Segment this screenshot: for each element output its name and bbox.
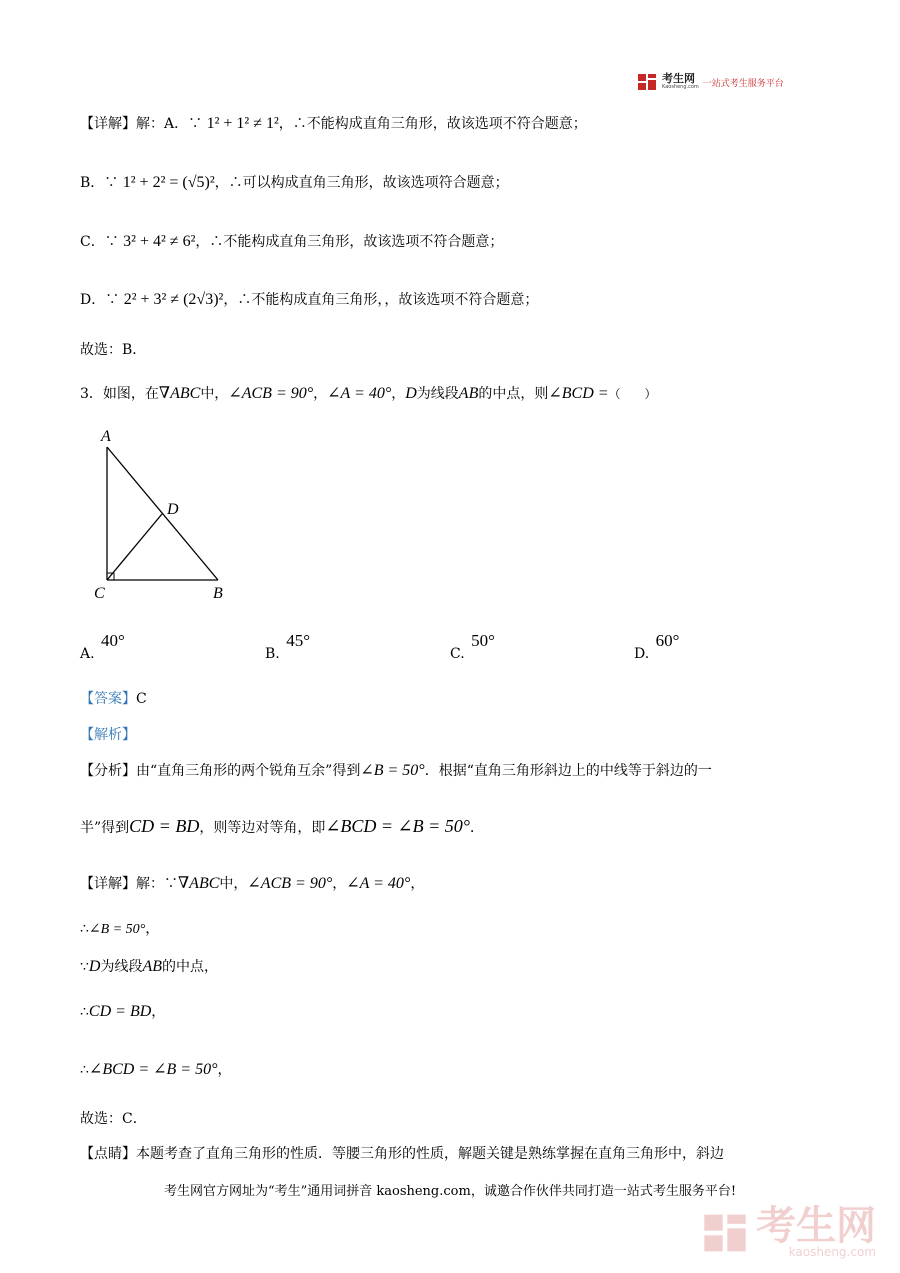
detail-triangle: ∇ABC xyxy=(178,875,220,892)
step-1-end: ， xyxy=(145,921,160,937)
label-b: B xyxy=(213,585,223,602)
label-c: C xyxy=(94,585,105,602)
analysis-label: 【解析】 xyxy=(80,727,136,743)
detail-math-2: ∠A = 40° xyxy=(346,875,411,892)
question-paren: （ ） xyxy=(608,387,657,401)
step-2 xyxy=(80,956,218,976)
question-3 xyxy=(80,383,657,403)
watermark xyxy=(702,1203,876,1259)
fenxi-line-1 xyxy=(80,760,712,780)
step-3-math: CD = BD xyxy=(88,1003,152,1020)
step-2-d: D xyxy=(88,958,101,975)
answer-choose: 故选：C． xyxy=(80,1111,147,1127)
option-value: 40° xyxy=(101,631,125,650)
step-4-end: ， xyxy=(217,1062,232,1078)
lineC-math: 3² + 4² ≠ 6² xyxy=(123,233,196,250)
prev-detail-lineD xyxy=(80,289,538,309)
dianjing-label: 【点睛】 xyxy=(80,1146,136,1162)
fenxi-label: 【分析】 xyxy=(80,763,136,779)
option-letter: A. xyxy=(80,646,95,662)
option-letter: D. xyxy=(634,646,650,662)
header-logo xyxy=(636,72,784,92)
step-1-math: ∠B = 50° xyxy=(88,922,146,937)
question-ab: AB xyxy=(458,385,479,402)
prev-detail-lineB xyxy=(80,172,509,192)
lineB-math: 1² + 2² = (√5)² xyxy=(122,174,215,191)
fenxi-math-3: ∠BCD = ∠B = 50° xyxy=(325,816,470,836)
fenxi-text-1b: ．根据“直角三角形斜边上的中线等于斜边的一 xyxy=(424,763,712,779)
prev-choose: 故选：B． xyxy=(80,342,147,358)
watermark-subtext: kaosheng.com xyxy=(788,1245,876,1259)
detail-label: 【详解】 xyxy=(80,116,136,132)
lineD-text: ，∴不能构成直角三角形，，故该选项不符合题意； xyxy=(223,292,539,308)
jie-text: 解： xyxy=(136,116,164,132)
question-ask: ∠BCD = xyxy=(548,385,609,402)
question-cond2: ∠A = 40° xyxy=(327,385,392,402)
option-d[interactable] xyxy=(634,631,680,663)
detail-line-1 xyxy=(80,873,424,893)
lineA-prefix: A．∵ xyxy=(164,116,203,132)
fenxi-math-2: CD = BD xyxy=(129,816,200,836)
step-2-ab: AB xyxy=(142,958,163,975)
lineD-prefix: D．∵ xyxy=(80,292,120,308)
step-2-text: 为线段 xyxy=(100,959,143,975)
dianjing-text: 本题考查了直角三角形的性质．等腰三角形的性质，解题关键是熟练掌握在直角三角形中，斜边 xyxy=(136,1146,724,1162)
fenxi-text-2b: ，则等边对等角，即 xyxy=(199,820,326,836)
answer-label: 【答案】 xyxy=(80,691,136,707)
label-a: A xyxy=(101,428,111,445)
dianjing-line xyxy=(80,1143,724,1163)
watermark-text: 考生网 xyxy=(756,1203,876,1249)
question-cond1: ∠ACB = 90° xyxy=(228,385,314,402)
question-text-1: 如图，在 xyxy=(102,386,159,402)
fenxi-line-2 xyxy=(80,816,484,837)
lineC-prefix: C．∵ xyxy=(80,234,119,250)
logo-text: 考生网 xyxy=(662,72,695,85)
step-4 xyxy=(80,1059,232,1079)
step-3 xyxy=(80,1001,165,1021)
detail-sep: ， xyxy=(332,876,347,892)
option-letter: B. xyxy=(265,646,280,662)
detail-text-1: 解：∵ xyxy=(136,876,178,892)
fenxi-text-2c: ． xyxy=(469,820,484,836)
question-text-4: 的中点，则 xyxy=(478,386,549,402)
option-value: 60° xyxy=(655,631,680,650)
question-text-2: 中， xyxy=(200,386,229,402)
detail-label: 【详解】 xyxy=(80,876,136,892)
question-d: D xyxy=(405,385,417,402)
option-value: 45° xyxy=(286,631,311,650)
step-2-end: 的中点， xyxy=(162,959,219,975)
triangle-figure xyxy=(90,425,240,605)
lineA-math: 1² + 1² ≠ 1² xyxy=(206,115,279,132)
footer-text: 考生网官方网址为“考生”通用词拼音 kaosheng.com，诚邀合作伙伴共同打造一站式考生服务平台! xyxy=(163,1184,737,1199)
header-tagline: 一站式考生服务平台 xyxy=(702,78,784,89)
step-4-math: ∠BCD = ∠B = 50° xyxy=(88,1061,218,1078)
fenxi-text-1: 由“直角三角形的两个锐角互余”得到 xyxy=(136,763,361,779)
because-symbol: ∵ xyxy=(80,959,89,975)
fenxi-text-2: 半”得到 xyxy=(80,820,130,836)
option-a[interactable] xyxy=(80,631,125,663)
prev-detail-lineA xyxy=(80,113,587,133)
therefore-symbol: ∴ xyxy=(80,921,89,937)
lineB-prefix: B．∵ xyxy=(80,175,119,191)
step-3-end: ， xyxy=(151,1004,166,1020)
option-value: 50° xyxy=(471,631,495,650)
segment-cd xyxy=(107,514,162,580)
detail-end: ， xyxy=(410,876,425,892)
detail-text-1b: 中， xyxy=(219,876,248,892)
question-sep2: ， xyxy=(391,386,406,402)
lineB-text: ，∴可以构成直角三角形，故该选项符合题意； xyxy=(214,175,509,191)
option-letter: C. xyxy=(450,646,465,662)
therefore-symbol: ∴ xyxy=(80,1062,89,1078)
option-c[interactable] xyxy=(450,631,495,663)
therefore-symbol: ∴ xyxy=(80,1004,89,1020)
prev-detail-lineC xyxy=(80,231,503,251)
kaosheng-logo-icon xyxy=(636,72,658,92)
logo-subtext: Kaosheng.com xyxy=(662,84,699,90)
step-1 xyxy=(80,918,159,938)
fenxi-math-1: ∠B = 50° xyxy=(360,762,425,779)
lineD-math: 2² + 3² ≠ (2√3)² xyxy=(123,291,224,308)
option-b[interactable] xyxy=(265,631,311,663)
detail-math-1: ∠ACB = 90° xyxy=(247,875,333,892)
watermark-logo-icon xyxy=(702,1211,748,1255)
label-d: D xyxy=(167,501,179,518)
question-sep: ， xyxy=(313,386,328,402)
question-triangle: ∇ABC xyxy=(158,385,201,402)
lineC-text: ，∴不能构成直角三角形，故该选项不符合题意； xyxy=(195,234,504,250)
lineA-text: ，∴不能构成直角三角形，故该选项不符合题意； xyxy=(278,116,587,132)
answer-value: C xyxy=(136,691,147,707)
question-number: 3． xyxy=(80,386,103,402)
question-text-3: 为线段 xyxy=(416,386,459,402)
answer-line xyxy=(80,688,147,708)
